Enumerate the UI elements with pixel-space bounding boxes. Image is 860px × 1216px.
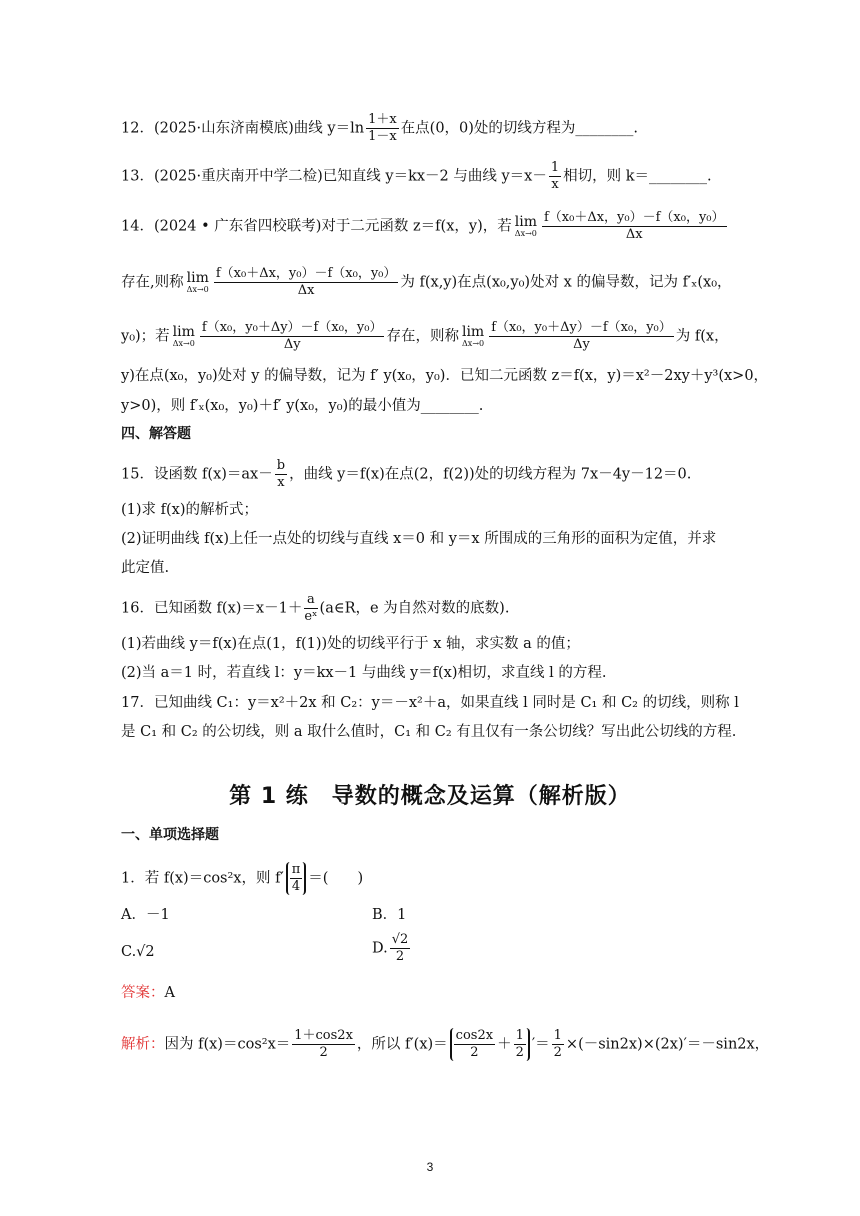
q12-prefix: 12．(2025·山东济南模底)曲线 y＝ln xyxy=(121,120,365,137)
q13-frac-den: x xyxy=(551,177,559,192)
analysis-frac-1-num: 1＋cos2x xyxy=(294,1028,353,1043)
q12-frac-num: 1＋x xyxy=(368,112,397,127)
q14-line3-prefix: y₀)；若 xyxy=(121,328,170,345)
analysis-frac-1 xyxy=(292,1028,355,1061)
lim-sub: Δx→0 xyxy=(462,339,485,348)
analysis-plus: ＋ xyxy=(497,1036,512,1053)
analysis-frac-4 xyxy=(552,1028,564,1061)
q15-frac-den: x xyxy=(277,475,285,490)
q15-frac-num: b xyxy=(276,458,286,473)
q14-fx-fraction xyxy=(542,210,727,243)
analysis-frac-4-num: 1 xyxy=(553,1028,562,1043)
q13-suffix: 相切，则 k＝________. xyxy=(563,168,712,185)
q1-suffix: ＝( ) xyxy=(308,870,364,887)
q16-frac-num: a xyxy=(304,592,317,609)
analysis-text-3: ′＝ xyxy=(531,1036,550,1053)
analysis-frac-2 xyxy=(450,1028,495,1061)
analysis-frac-3-num: 1 xyxy=(515,1028,524,1043)
q14-line1-prefix: 14．(2024 • 广东省四校联考)对于二元函数 z＝f(x，y)，若 xyxy=(121,218,512,235)
lim-sub: Δx→0 xyxy=(186,285,209,294)
fy-num: f（x₀，y₀＋Δy）－f（x₀，y₀） xyxy=(491,320,672,335)
question-16 xyxy=(121,592,741,625)
q16-fraction xyxy=(304,592,317,625)
q15-prefix: 15．设函数 f(x)＝ax－ xyxy=(121,466,273,483)
fy-den: Δy xyxy=(283,337,301,352)
fx-num: f（x₀＋Δx，y₀）－f（x₀，y₀） xyxy=(215,266,397,281)
q14-line2-prefix: 存在,则称 xyxy=(121,274,184,291)
fx-num: f（x₀＋Δx，y₀）－f（x₀，y₀） xyxy=(543,210,725,225)
analysis-frac-1-den: 2 xyxy=(319,1045,328,1060)
q13-frac-num: 1 xyxy=(550,160,560,175)
option-a: A．－1 xyxy=(121,907,170,923)
q14-line3-mid: 存在，则称 xyxy=(386,328,459,345)
answer-value: A xyxy=(164,985,175,1001)
fx-den: Δx xyxy=(297,283,315,298)
q12-frac-den: 1－x xyxy=(368,129,397,144)
q16-frac-den: eˣ xyxy=(304,609,318,624)
q14-fx-fraction-2 xyxy=(214,266,399,299)
q15-part-1: (1)求 f(x)的解析式； xyxy=(121,502,259,518)
lim-word: lim xyxy=(186,270,209,286)
option-d xyxy=(372,932,492,965)
q14-fy-fraction-2 xyxy=(489,320,674,353)
lim-word: lim xyxy=(172,324,195,340)
q1-fraction xyxy=(286,862,307,895)
q16-suffix: (a∈R，e 为自然对数的底数). xyxy=(319,600,510,617)
option-c: C.√2 xyxy=(121,944,155,960)
q13-prefix: 13．(2025·重庆南开中学二检)已知直线 y＝kx－2 与曲线 y＝x－ xyxy=(121,168,547,185)
q1-frac-den: 4 xyxy=(291,879,301,894)
question-15 xyxy=(121,458,741,491)
q14-fy-fraction xyxy=(200,320,385,353)
analysis-frac-3 xyxy=(514,1028,530,1061)
page-number: 3 xyxy=(426,1160,434,1174)
q15-part-2-line-2: 此定值. xyxy=(121,560,170,576)
analysis-frac-3-den: 2 xyxy=(515,1045,524,1060)
option-d-label: D. xyxy=(372,940,388,957)
q15-fraction xyxy=(275,458,287,491)
q15-suffix: ，曲线 y＝f(x)在点(2，f(2))处的切线方程为 7x－4y－12＝0. xyxy=(289,466,692,483)
question-1 xyxy=(121,862,741,895)
q15-part-2-line-1: (2)证明曲线 f(x)上任一点处的切线与直线 x＝0 和 y＝x 所围成的三角形的面积为定值，并求 xyxy=(121,531,717,547)
fy-den: Δy xyxy=(573,337,590,352)
section-title: 第 1 练 导数的概念及运算（解析版） xyxy=(229,784,631,809)
limit-symbol xyxy=(515,215,537,238)
limit-symbol xyxy=(187,271,209,294)
limit-symbol xyxy=(462,325,484,348)
section-heading-4: 四、解答题 xyxy=(121,426,191,442)
fx-den: Δx xyxy=(625,227,643,242)
section-heading-1: 一、单项选择题 xyxy=(121,827,219,843)
q1-frac-num: π xyxy=(291,862,301,877)
lim-word: lim xyxy=(461,324,485,340)
question-14-line-1 xyxy=(121,210,741,243)
limit-symbol xyxy=(173,325,195,348)
q17-line-2: 是 C₁ 和 C₂ 的公切线，则 a 取什么值时，C₁ 和 C₂ 有且仅有一条公切线？写出此公切线的方程. xyxy=(121,724,737,740)
q14-line3-suffix: 为 f(x， xyxy=(675,328,729,345)
q14-line2-suffix: 为 f(x,y)在点(x₀,y₀)处对 x 的偏导数，记为 f′ₓ(x₀， xyxy=(400,274,732,291)
analysis-line xyxy=(121,1028,770,1061)
lim-word: lim xyxy=(514,214,537,230)
question-14-line-3 xyxy=(121,320,741,353)
analysis-frac-4-den: 2 xyxy=(553,1045,562,1060)
analysis-label: 解析： xyxy=(121,1036,165,1053)
q12-fraction xyxy=(366,112,399,145)
q16-prefix: 16．已知函数 f(x)＝x－1＋ xyxy=(121,600,303,617)
q16-part-1: (1)若曲线 y＝f(x)在点(1，f(1))处的切线平行于 x 轴，求实数 a 的值； xyxy=(121,636,580,652)
lim-sub: Δx→0 xyxy=(172,339,195,348)
analysis-text-1: 因为 f(x)＝cos²x＝ xyxy=(164,1036,291,1053)
question-14-line-4: y)在点(x₀，y₀)处对 y 的偏导数，记为 f′ y(x₀，y₀)．已知二元函数 z＝f(x，y)＝x²－2xy＋y³(x>0， xyxy=(121,368,769,384)
option-b: B．1 xyxy=(372,907,407,923)
lim-sub: Δx→0 xyxy=(514,229,537,238)
question-14-line-5: y>0)，则 f′ₓ(x₀，y₀)＋f′ y(x₀，y₀)的最小值为________. xyxy=(121,398,484,414)
question-14-line-2 xyxy=(121,266,741,299)
q1-prefix: 1．若 f(x)＝cos²x，则 f′ xyxy=(121,870,284,887)
fy-num: f（x₀，y₀＋Δy）－f（x₀，y₀） xyxy=(201,320,383,335)
q17-line-1: 17．已知曲线 C₁：y＝x²＋2x 和 C₂：y＝－x²＋a，如果直线 l 同时是 C₁ 和 C₂ 的切线，则称 l xyxy=(121,695,739,711)
analysis-frac-2-den: 2 xyxy=(470,1045,479,1060)
option-d-num: √2 xyxy=(391,932,409,947)
question-12 xyxy=(121,112,741,145)
q13-fraction xyxy=(549,160,561,193)
option-d-den: 2 xyxy=(395,949,405,964)
question-13 xyxy=(121,160,741,193)
answer-line xyxy=(121,983,741,1003)
q12-suffix: 在点(0，0)处的切线方程为________. xyxy=(400,120,639,137)
analysis-text-4: ×(－sin2x)×(2x)′＝－sin2x， xyxy=(565,1036,770,1053)
option-d-fraction xyxy=(390,932,411,965)
q16-part-2: (2)当 a＝1 时，若直线 l：y＝kx－1 与曲线 y＝f(x)相切，求直线 l 的方程. xyxy=(121,665,607,681)
analysis-text-2: ，所以 f′(x)＝ xyxy=(356,1036,448,1053)
analysis-frac-2-num: cos2x xyxy=(455,1028,494,1043)
answer-label: 答案： xyxy=(121,985,165,1001)
